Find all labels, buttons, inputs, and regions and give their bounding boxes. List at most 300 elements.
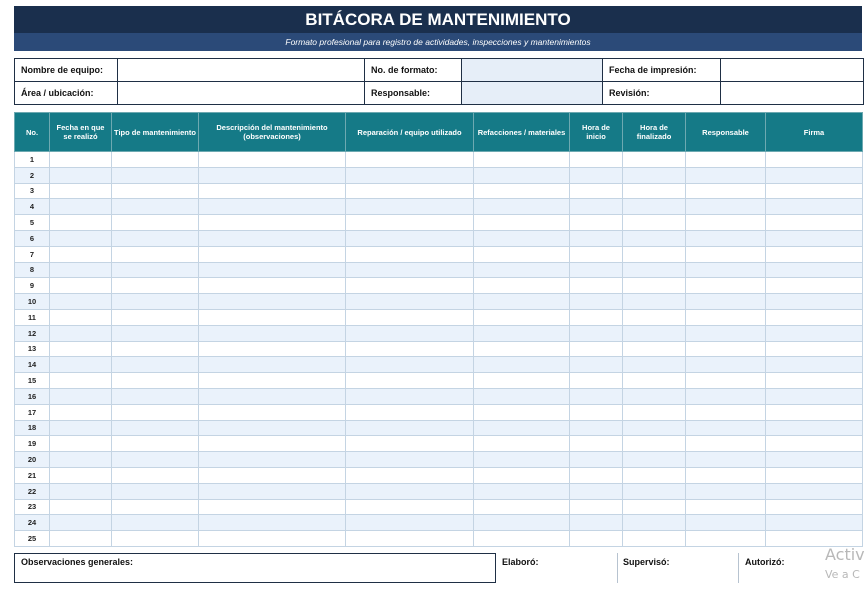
signature-cell[interactable] <box>766 515 863 531</box>
signature-cell[interactable] <box>766 452 863 468</box>
responsible-cell[interactable] <box>686 357 766 373</box>
log-row <box>15 230 863 246</box>
description-cell[interactable] <box>199 515 346 531</box>
parts-cell[interactable] <box>474 373 570 389</box>
repair-equipment-cell[interactable] <box>346 515 474 531</box>
repair-equipment-cell[interactable] <box>346 309 474 325</box>
activation-watermark-line2: Ve a C <box>825 568 860 581</box>
log-body <box>15 152 863 547</box>
responsible-cell[interactable] <box>686 167 766 183</box>
type-cell[interactable] <box>112 483 199 499</box>
start-time-cell[interactable] <box>570 388 623 404</box>
end-time-cell[interactable] <box>623 388 686 404</box>
parts-cell[interactable] <box>474 278 570 294</box>
row-number: 12 <box>15 325 50 341</box>
responsible-cell[interactable] <box>686 404 766 420</box>
log-row <box>15 373 863 389</box>
type-cell[interactable] <box>112 167 199 183</box>
footer-divider <box>617 553 618 583</box>
date-cell[interactable] <box>50 262 112 278</box>
date-cell[interactable] <box>50 404 112 420</box>
column-header-parts: Refacciones / materiales <box>474 113 570 152</box>
type-cell[interactable] <box>112 499 199 515</box>
description-cell[interactable] <box>199 183 346 199</box>
row-number: 8 <box>15 262 50 278</box>
signature-cell[interactable] <box>766 230 863 246</box>
signature-cell[interactable] <box>766 309 863 325</box>
date-cell[interactable] <box>50 436 112 452</box>
signature-cell[interactable] <box>766 436 863 452</box>
responsible-cell[interactable] <box>686 388 766 404</box>
description-cell[interactable] <box>199 357 346 373</box>
start-time-cell[interactable] <box>570 294 623 310</box>
responsible-cell[interactable] <box>686 515 766 531</box>
parts-cell[interactable] <box>474 436 570 452</box>
log-row <box>15 420 863 436</box>
start-time-cell[interactable] <box>570 278 623 294</box>
date-cell[interactable] <box>50 467 112 483</box>
row-number: 22 <box>15 483 50 499</box>
end-time-cell[interactable] <box>623 404 686 420</box>
date-cell[interactable] <box>50 483 112 499</box>
start-time-cell[interactable] <box>570 167 623 183</box>
column-header-end-time: Hora de finalizado <box>623 113 686 152</box>
row-number: 9 <box>15 278 50 294</box>
responsible-cell[interactable] <box>686 341 766 357</box>
column-header-signature: Firma <box>766 113 863 152</box>
signature-cell[interactable] <box>766 499 863 515</box>
footer-divider <box>738 553 739 583</box>
end-time-cell[interactable] <box>623 357 686 373</box>
row-number: 23 <box>15 499 50 515</box>
start-time-cell[interactable] <box>570 515 623 531</box>
superviso-label: Supervisó: <box>623 557 670 567</box>
description-cell[interactable] <box>199 404 346 420</box>
date-cell[interactable] <box>50 531 112 547</box>
signature-cell[interactable] <box>766 404 863 420</box>
start-time-cell[interactable] <box>570 183 623 199</box>
start-time-cell[interactable] <box>570 325 623 341</box>
info-row <box>15 82 864 105</box>
row-number: 14 <box>15 357 50 373</box>
description-cell[interactable] <box>199 531 346 547</box>
type-cell[interactable] <box>112 341 199 357</box>
type-cell[interactable] <box>112 325 199 341</box>
signature-cell[interactable] <box>766 325 863 341</box>
repair-equipment-cell[interactable] <box>346 483 474 499</box>
repair-equipment-cell[interactable] <box>346 167 474 183</box>
log-row <box>15 436 863 452</box>
row-number: 6 <box>15 230 50 246</box>
parts-cell[interactable] <box>474 531 570 547</box>
responsible-cell[interactable] <box>686 183 766 199</box>
end-time-cell[interactable] <box>623 246 686 262</box>
end-time-cell[interactable] <box>623 278 686 294</box>
repair-equipment-cell[interactable] <box>346 341 474 357</box>
signature-cell[interactable] <box>766 199 863 215</box>
description-cell[interactable] <box>199 373 346 389</box>
description-cell[interactable] <box>199 341 346 357</box>
repair-equipment-cell[interactable] <box>346 436 474 452</box>
info-row <box>15 59 864 82</box>
type-cell[interactable] <box>112 436 199 452</box>
general-observations-label: Observaciones generales: <box>21 557 134 567</box>
end-time-cell[interactable] <box>623 452 686 468</box>
date-cell[interactable] <box>50 388 112 404</box>
signature-cell[interactable] <box>766 388 863 404</box>
type-cell[interactable] <box>112 294 199 310</box>
responsible-cell[interactable] <box>686 246 766 262</box>
log-row <box>15 452 863 468</box>
area-location-field[interactable] <box>118 82 365 105</box>
column-header-number: No. <box>15 113 50 152</box>
repair-equipment-cell[interactable] <box>346 452 474 468</box>
description-cell[interactable] <box>199 420 346 436</box>
type-cell[interactable] <box>112 515 199 531</box>
end-time-cell[interactable] <box>623 467 686 483</box>
parts-cell[interactable] <box>474 388 570 404</box>
description-cell[interactable] <box>199 199 346 215</box>
date-cell[interactable] <box>50 515 112 531</box>
end-time-cell[interactable] <box>623 230 686 246</box>
signature-cell[interactable] <box>766 294 863 310</box>
type-cell[interactable] <box>112 152 199 168</box>
start-time-cell[interactable] <box>570 262 623 278</box>
repair-equipment-cell[interactable] <box>346 388 474 404</box>
date-cell[interactable] <box>50 183 112 199</box>
row-number: 20 <box>15 452 50 468</box>
description-cell[interactable] <box>199 152 346 168</box>
start-time-cell[interactable] <box>570 483 623 499</box>
type-cell[interactable] <box>112 357 199 373</box>
autorizo-label: Autorizó: <box>745 557 785 567</box>
description-cell[interactable] <box>199 230 346 246</box>
end-time-cell[interactable] <box>623 215 686 231</box>
description-cell[interactable] <box>199 499 346 515</box>
type-cell[interactable] <box>112 388 199 404</box>
start-time-cell[interactable] <box>570 499 623 515</box>
end-time-cell[interactable] <box>623 436 686 452</box>
repair-equipment-cell[interactable] <box>346 325 474 341</box>
type-cell[interactable] <box>112 246 199 262</box>
type-cell[interactable] <box>112 309 199 325</box>
parts-cell[interactable] <box>474 452 570 468</box>
description-cell[interactable] <box>199 388 346 404</box>
row-number: 2 <box>15 167 50 183</box>
end-time-cell[interactable] <box>623 341 686 357</box>
parts-cell[interactable] <box>474 215 570 231</box>
date-cell[interactable] <box>50 341 112 357</box>
description-cell[interactable] <box>199 262 346 278</box>
parts-cell[interactable] <box>474 404 570 420</box>
signature-cell[interactable] <box>766 183 863 199</box>
log-row <box>15 483 863 499</box>
description-cell[interactable] <box>199 467 346 483</box>
end-time-cell[interactable] <box>623 499 686 515</box>
date-cell[interactable] <box>50 152 112 168</box>
repair-equipment-cell[interactable] <box>346 420 474 436</box>
end-time-cell[interactable] <box>623 515 686 531</box>
start-time-cell[interactable] <box>570 152 623 168</box>
type-cell[interactable] <box>112 531 199 547</box>
start-time-cell[interactable] <box>570 215 623 231</box>
row-number: 1 <box>15 152 50 168</box>
date-cell[interactable] <box>50 230 112 246</box>
row-number: 19 <box>15 436 50 452</box>
log-row <box>15 183 863 199</box>
log-row <box>15 341 863 357</box>
parts-cell[interactable] <box>474 325 570 341</box>
start-time-cell[interactable] <box>570 404 623 420</box>
description-cell[interactable] <box>199 309 346 325</box>
parts-cell[interactable] <box>474 230 570 246</box>
date-cell[interactable] <box>50 246 112 262</box>
row-number: 18 <box>15 420 50 436</box>
date-cell[interactable] <box>50 167 112 183</box>
date-cell[interactable] <box>50 499 112 515</box>
start-time-cell[interactable] <box>570 357 623 373</box>
signature-cell[interactable] <box>766 373 863 389</box>
responsible-cell[interactable] <box>686 278 766 294</box>
end-time-cell[interactable] <box>623 325 686 341</box>
log-header-row <box>15 113 863 152</box>
repair-equipment-cell[interactable] <box>346 294 474 310</box>
start-time-cell[interactable] <box>570 467 623 483</box>
row-number: 3 <box>15 183 50 199</box>
column-header-date: Fecha en que se realizó <box>50 113 112 152</box>
signature-cell[interactable] <box>766 167 863 183</box>
repair-equipment-cell[interactable] <box>346 373 474 389</box>
parts-cell[interactable] <box>474 515 570 531</box>
responsible-cell[interactable] <box>686 452 766 468</box>
log-row <box>15 325 863 341</box>
column-header-responsible: Responsable <box>686 113 766 152</box>
repair-equipment-cell[interactable] <box>346 230 474 246</box>
signature-cell[interactable] <box>766 215 863 231</box>
parts-cell[interactable] <box>474 467 570 483</box>
date-cell[interactable] <box>50 309 112 325</box>
type-cell[interactable] <box>112 373 199 389</box>
print-date-field[interactable] <box>721 59 864 82</box>
document-subtitle: Formato profesional para registro de actividades, inspecciones y mantenimientos <box>14 33 862 51</box>
description-cell[interactable] <box>199 215 346 231</box>
row-number: 21 <box>15 467 50 483</box>
type-cell[interactable] <box>112 230 199 246</box>
type-cell[interactable] <box>112 420 199 436</box>
responsible-label: Responsable: <box>365 82 462 105</box>
log-row <box>15 278 863 294</box>
column-header-description: Descripción del mantenimiento (observaciones) <box>199 113 346 152</box>
repair-equipment-cell[interactable] <box>346 531 474 547</box>
responsible-cell[interactable] <box>686 436 766 452</box>
repair-equipment-cell[interactable] <box>346 246 474 262</box>
repair-equipment-cell[interactable] <box>346 199 474 215</box>
date-cell[interactable] <box>50 420 112 436</box>
signature-cell[interactable] <box>766 357 863 373</box>
end-time-cell[interactable] <box>623 373 686 389</box>
log-row <box>15 309 863 325</box>
column-header-type: Tipo de mantenimiento <box>112 113 199 152</box>
signature-cell[interactable] <box>766 483 863 499</box>
description-cell[interactable] <box>199 452 346 468</box>
start-time-cell[interactable] <box>570 436 623 452</box>
description-cell[interactable] <box>199 246 346 262</box>
repair-equipment-cell[interactable] <box>346 404 474 420</box>
log-row <box>15 515 863 531</box>
date-cell[interactable] <box>50 373 112 389</box>
start-time-cell[interactable] <box>570 246 623 262</box>
row-number: 10 <box>15 294 50 310</box>
format-number-label: No. de formato: <box>365 59 462 82</box>
column-header-repair-equipment: Reparación / equipo utilizado <box>346 113 474 152</box>
start-time-cell[interactable] <box>570 230 623 246</box>
description-cell[interactable] <box>199 167 346 183</box>
end-time-cell[interactable] <box>623 420 686 436</box>
parts-cell[interactable] <box>474 199 570 215</box>
log-row <box>15 357 863 373</box>
repair-equipment-cell[interactable] <box>346 278 474 294</box>
date-cell[interactable] <box>50 278 112 294</box>
date-cell[interactable] <box>50 325 112 341</box>
start-time-cell[interactable] <box>570 309 623 325</box>
responsible-cell[interactable] <box>686 483 766 499</box>
signature-cell[interactable] <box>766 341 863 357</box>
parts-cell[interactable] <box>474 262 570 278</box>
end-time-cell[interactable] <box>623 167 686 183</box>
description-cell[interactable] <box>199 278 346 294</box>
responsible-cell[interactable] <box>686 325 766 341</box>
responsible-cell[interactable] <box>686 467 766 483</box>
responsible-cell[interactable] <box>686 230 766 246</box>
type-cell[interactable] <box>112 278 199 294</box>
log-row <box>15 499 863 515</box>
repair-equipment-cell[interactable] <box>346 499 474 515</box>
end-time-cell[interactable] <box>623 483 686 499</box>
responsible-cell[interactable] <box>686 152 766 168</box>
parts-cell[interactable] <box>474 152 570 168</box>
end-time-cell[interactable] <box>623 199 686 215</box>
log-row <box>15 246 863 262</box>
type-cell[interactable] <box>112 199 199 215</box>
description-cell[interactable] <box>199 436 346 452</box>
date-cell[interactable] <box>50 294 112 310</box>
repair-equipment-cell[interactable] <box>346 262 474 278</box>
parts-cell[interactable] <box>474 183 570 199</box>
responsible-cell[interactable] <box>686 262 766 278</box>
responsible-field[interactable] <box>462 82 603 105</box>
date-cell[interactable] <box>50 215 112 231</box>
start-time-cell[interactable] <box>570 452 623 468</box>
type-cell[interactable] <box>112 262 199 278</box>
document-title: BITÁCORA DE MANTENIMIENTO <box>14 6 862 33</box>
log-row <box>15 404 863 420</box>
parts-cell[interactable] <box>474 341 570 357</box>
repair-equipment-cell[interactable] <box>346 357 474 373</box>
row-number: 25 <box>15 531 50 547</box>
description-cell[interactable] <box>199 483 346 499</box>
log-row <box>15 167 863 183</box>
type-cell[interactable] <box>112 467 199 483</box>
responsible-cell[interactable] <box>686 294 766 310</box>
parts-cell[interactable] <box>474 483 570 499</box>
description-cell[interactable] <box>199 325 346 341</box>
end-time-cell[interactable] <box>623 262 686 278</box>
responsible-cell[interactable] <box>686 309 766 325</box>
start-time-cell[interactable] <box>570 373 623 389</box>
signature-cell[interactable] <box>766 278 863 294</box>
log-row <box>15 294 863 310</box>
activation-watermark-line1: Activ <box>825 545 865 564</box>
responsible-cell[interactable] <box>686 373 766 389</box>
end-time-cell[interactable] <box>623 152 686 168</box>
log-row <box>15 388 863 404</box>
revision-field[interactable] <box>721 82 864 105</box>
repair-equipment-cell[interactable] <box>346 215 474 231</box>
responsible-cell[interactable] <box>686 420 766 436</box>
format-number-field[interactable] <box>462 59 603 82</box>
row-number: 13 <box>15 341 50 357</box>
start-time-cell[interactable] <box>570 341 623 357</box>
start-time-cell[interactable] <box>570 531 623 547</box>
signature-cell[interactable] <box>766 420 863 436</box>
end-time-cell[interactable] <box>623 531 686 547</box>
responsible-cell[interactable] <box>686 215 766 231</box>
parts-cell[interactable] <box>474 246 570 262</box>
repair-equipment-cell[interactable] <box>346 183 474 199</box>
elaboro-label: Elaboró: <box>502 557 539 567</box>
signature-cell[interactable] <box>766 246 863 262</box>
log-row <box>15 152 863 168</box>
responsible-cell[interactable] <box>686 499 766 515</box>
row-number: 7 <box>15 246 50 262</box>
end-time-cell[interactable] <box>623 294 686 310</box>
row-number: 5 <box>15 215 50 231</box>
repair-equipment-cell[interactable] <box>346 467 474 483</box>
date-cell[interactable] <box>50 452 112 468</box>
start-time-cell[interactable] <box>570 199 623 215</box>
type-cell[interactable] <box>112 452 199 468</box>
responsible-cell[interactable] <box>686 531 766 547</box>
signature-cell[interactable] <box>766 262 863 278</box>
row-number: 4 <box>15 199 50 215</box>
repair-equipment-cell[interactable] <box>346 152 474 168</box>
signature-cell[interactable] <box>766 467 863 483</box>
equipment-name-field[interactable] <box>118 59 365 82</box>
equipment-name-label: Nombre de equipo: <box>15 59 118 82</box>
end-time-cell[interactable] <box>623 183 686 199</box>
revision-label: Revisión: <box>603 82 721 105</box>
type-cell[interactable] <box>112 215 199 231</box>
parts-cell[interactable] <box>474 420 570 436</box>
date-cell[interactable] <box>50 357 112 373</box>
parts-cell[interactable] <box>474 357 570 373</box>
description-cell[interactable] <box>199 294 346 310</box>
row-number: 11 <box>15 309 50 325</box>
signature-cell[interactable] <box>766 152 863 168</box>
parts-cell[interactable] <box>474 294 570 310</box>
parts-cell[interactable] <box>474 309 570 325</box>
maintenance-log-table <box>14 112 863 547</box>
parts-cell[interactable] <box>474 167 570 183</box>
responsible-cell[interactable] <box>686 199 766 215</box>
type-cell[interactable] <box>112 404 199 420</box>
log-row <box>15 467 863 483</box>
date-cell[interactable] <box>50 199 112 215</box>
type-cell[interactable] <box>112 183 199 199</box>
parts-cell[interactable] <box>474 499 570 515</box>
start-time-cell[interactable] <box>570 420 623 436</box>
end-time-cell[interactable] <box>623 309 686 325</box>
